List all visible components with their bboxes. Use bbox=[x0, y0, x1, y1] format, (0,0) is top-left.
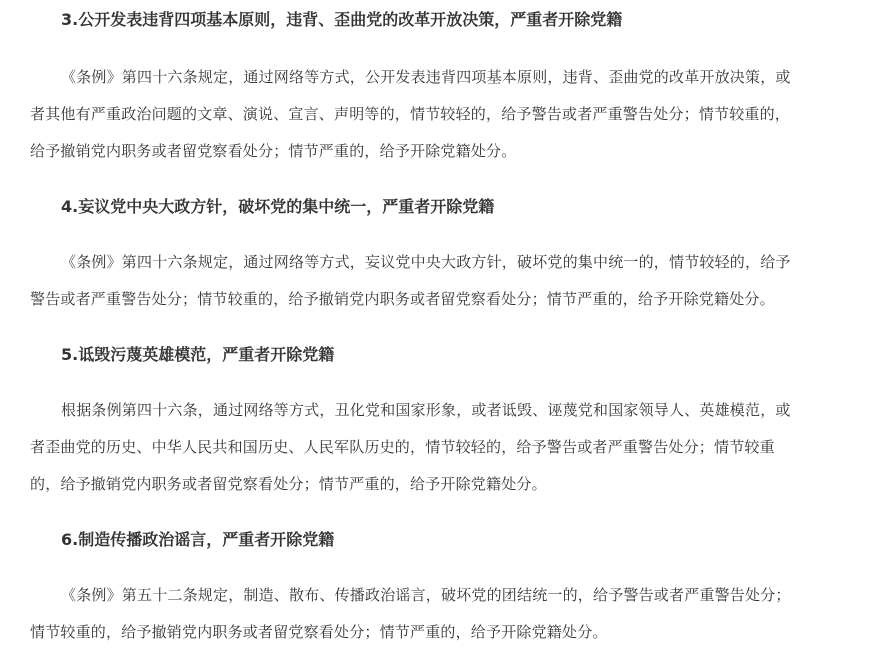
paragraph-line: 情节较重的，给予撤销党内职务或者留党察看处分；情节严重的，给予开除党籍处分。 bbox=[30, 623, 608, 641]
section-paragraph-3 bbox=[30, 59, 838, 170]
paragraph-line: 《条例》第四十六条规定，通过网络等方式，公开发表违背四项基本原则，违背、歪曲党的改革开放决策，或 bbox=[61, 68, 791, 86]
paragraph-line: 者其他有严重政治问题的文章、演说、宣言、声明等的，情节较轻的，给予警告或者严重警告处分；情节较重的， bbox=[30, 105, 791, 123]
section-heading-6: 6.制造传播政治谣言，严重者开除党籍 bbox=[61, 530, 335, 549]
paragraph-line: 者歪曲党的历史、中华人民共和国历史、人民军队历史的，情节较轻的，给予警告或者严重警告处分；情节较重 bbox=[30, 438, 775, 456]
paragraph-line: 警告或者严重警告处分；情节较重的，给予撤销党内职务或者留党察看处分；情节严重的，给予开除党籍处分。 bbox=[30, 290, 775, 308]
section-paragraph-6 bbox=[30, 577, 838, 651]
paragraph-line: 的，给予撤销党内职务或者留党察看处分；情节严重的，给予开除党籍处分。 bbox=[30, 475, 547, 493]
paragraph-line: 根据条例第四十六条，通过网络等方式，丑化党和国家形象，或者诋毁、诬蔑党和国家领导人、英雄模范，或 bbox=[61, 401, 791, 419]
section-paragraph-5 bbox=[30, 392, 838, 503]
section-paragraph-4 bbox=[30, 244, 838, 318]
paragraph-line: 《条例》第五十二条规定，制造、散布、传播政治谣言，破坏党的团结统一的，给予警告或者严重警告处分； bbox=[61, 586, 791, 604]
paragraph-line: 给予撤销党内职务或者留党察看处分；情节严重的，给予开除党籍处分。 bbox=[30, 142, 517, 160]
section-heading-4: 4.妄议党中央大政方针，破坏党的集中统一，严重者开除党籍 bbox=[61, 197, 495, 216]
section-heading-5: 5.诋毁污蔑英雄模范，严重者开除党籍 bbox=[61, 345, 335, 364]
section-heading-3: 3.公开发表违背四项基本原则，违背、歪曲党的改革开放决策，严重者开除党籍 bbox=[61, 10, 623, 29]
paragraph-line: 《条例》第四十六条规定，通过网络等方式，妄议党中央大政方针，破坏党的集中统一的，情节较轻的，给予 bbox=[61, 253, 791, 271]
